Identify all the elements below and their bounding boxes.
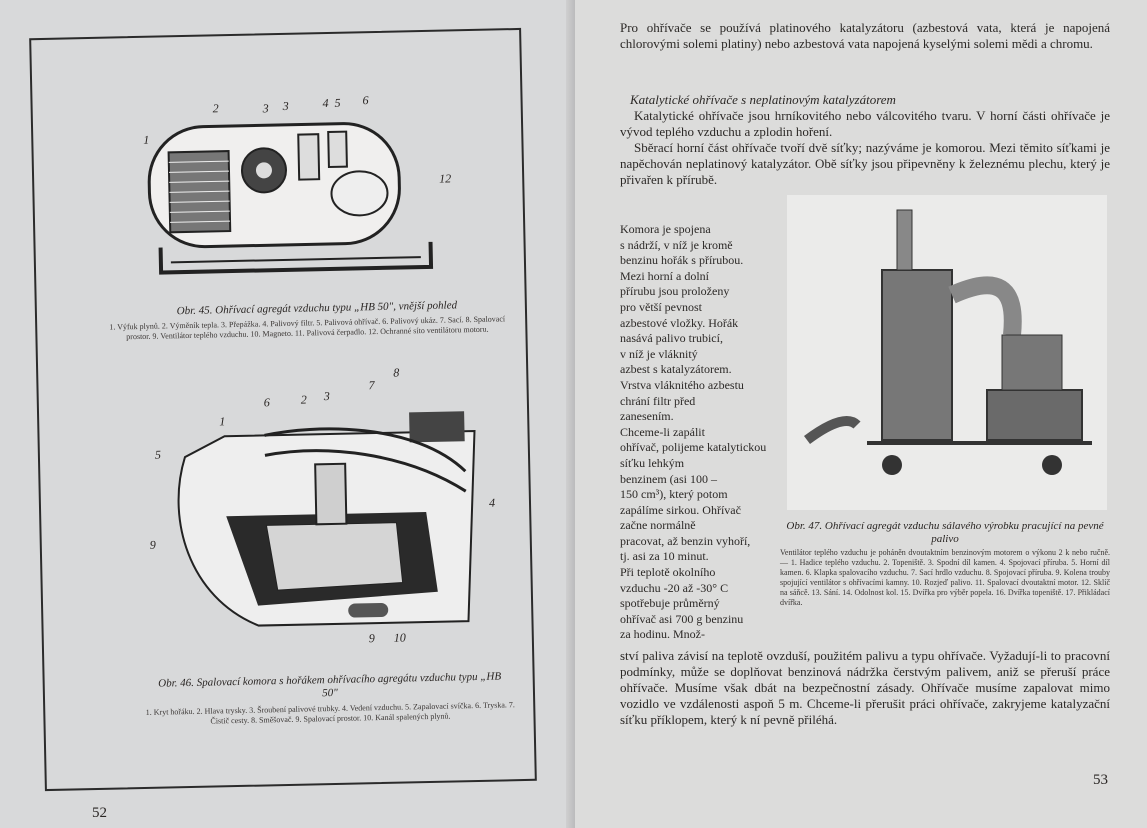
column-line: spotřebuje průměrný bbox=[620, 596, 720, 611]
column-line: zapálíme sirkou. Ohřívač bbox=[620, 502, 741, 517]
fig46-number: 5 bbox=[154, 447, 162, 462]
section-heading: Katalytické ohřívače s neplatinovým katalyzátorem bbox=[630, 92, 896, 107]
heater-unit-illustration bbox=[127, 91, 461, 288]
figure47-caption: Obr. 47. Ohřívací agregát vzduchu sálavého výrobku pracující na pevné palivo bbox=[786, 520, 1104, 545]
figure46-legend: 1. Kryt hořáku. 2. Hlava trysky. 3. Šroubení palivové trubky. 4. Vedení vzduchu. 5. Zapalovací svíčka. 6. Tryska. 7. Čistič cesty. 8. Směšovač. 9. Spalovací prostor. 10. Kanál spalených plynů. bbox=[145, 700, 515, 726]
column-line: tj. asi za 10 minut. bbox=[620, 549, 709, 564]
paragraph: Sběrací horní část ohřívače tvoří dvě síťky; nazýváme je komorou. Mezi těmito síťkami je napěchován neplatinový katalyzátor. Obě síťky jsou připevněny k železnému plechu, který je přivařen k přírubě. bbox=[620, 140, 1110, 187]
fig45-number: 12 bbox=[439, 171, 452, 186]
figure45-legend: 1. Výfuk plynů. 2. Výměník tepla. 3. Přepážka. 4. Palivový filtr. 5. Palivová ohřívač. 6. Palivový ukáz. 7. Sací. 8. Spalovací prostor. 9. Ventilátor teplého vzduchu. 10. Magneto. 11. Palivová čerpadlo. 12. Ochranné síto ventilátoru motoru. bbox=[109, 314, 506, 342]
fig46-number: 8 bbox=[393, 365, 400, 380]
fig46-number: 1 bbox=[219, 414, 226, 429]
paragraph: Katalytické ohřívače jsou hrníkovitého nebo válcovitého tvaru. V horní části ohřívače je vývod teplého vzduchu a zplodin hoření. bbox=[620, 108, 1110, 139]
column-line: azbestové vložky. Hořák bbox=[620, 315, 739, 330]
figure47-photo bbox=[787, 195, 1107, 510]
column-line: začne normálně bbox=[620, 518, 696, 533]
column-line: Chceme-li zapálit bbox=[620, 424, 705, 439]
column-line: v níž je vláknitý bbox=[620, 346, 698, 361]
page-number-left: 52 bbox=[92, 805, 107, 821]
column-line: síťku lehkým bbox=[620, 455, 685, 470]
column-line: s nádrží, v níž je kromě bbox=[620, 237, 733, 252]
fig46-number: 9 bbox=[149, 537, 156, 552]
column-line: vzduchu -20 až -30° C bbox=[620, 580, 729, 595]
fig46-number: 4 bbox=[488, 495, 496, 510]
fig46-number: 3 bbox=[323, 389, 330, 404]
column-line: azbest s katalyzátorem. bbox=[620, 362, 732, 377]
column-line: benzinem (asi 100 – bbox=[620, 471, 717, 486]
column-line: zanesením. bbox=[620, 409, 674, 424]
figure47-legend: Ventilátor teplého vzduchu je poháněn dvoutaktním benzinovým motorem o výkonu 2 k nebo ručně. — 1. Hadice teplého vzduchu. 2. Topeniště. 3. Spodní díl kamen. 4. Spojovací příruba. 5. Horní díl kamen. 6. Klapka spalovacího vzduchu. 7. Sací hrdlo vzduchu. 8. Spojovací příruba. 9. Kolena trouby spojující ventilátor s ohřívacími kamny. 10. Rozjeď palivo. 11. Spalovací dvoutaktní motor. 12. Sklíč na sáňcě. 13. Sání. 14. Odolnost kol. 15. Dvířka pro výběr popela. 16. Dvířka topeniště. 17. Přikládací dvířka. bbox=[780, 548, 1110, 607]
combustion-chamber-illustration bbox=[164, 391, 489, 638]
fig46-number: 7 bbox=[368, 378, 375, 393]
fig45-number: 3 bbox=[262, 101, 269, 116]
figure45-caption: Obr. 45. Ohřívací agregát vzduchu typu „HB 50", vnější pohled bbox=[176, 299, 458, 318]
column-line: přírubu jsou proloženy bbox=[620, 284, 730, 299]
page-number-right: 53 bbox=[1093, 772, 1108, 788]
column-line: Komora je spojena bbox=[620, 222, 711, 236]
fig45-number: 2 bbox=[212, 101, 219, 116]
fig45-number: 1 bbox=[143, 132, 150, 147]
column-line: nasává palivo trubicí, bbox=[620, 331, 723, 346]
fig45-number: 6 bbox=[362, 93, 369, 108]
column-line: pracovat, až benzin vyhoří, bbox=[620, 533, 751, 548]
tail-paragraph: ství paliva závisí na teplotě ovzduší, použitém palivu a typu ohřívače. Vyžadují-li to pracovní podmínky, může se doplňovat benzinová nádržka čerstvým palivem, aniž se přeruší práce ohřívače. Musíme však dbát na bezpečnostní zásady. Ohřívače musíme zapalovat mimo vozidlo ve vzdálenosti aspoň 5 m. Chceme-li přerušit práci ohřívače, zakryjeme katalyzační síťku příklopem, který k ní pevně přiléhá. bbox=[620, 648, 1110, 727]
column-line: pro větší pevnost bbox=[620, 299, 702, 314]
column-line: Při teplotě okolního bbox=[620, 565, 716, 580]
fig46-number: 2 bbox=[300, 392, 307, 407]
column-line: chrání filtr před bbox=[620, 393, 696, 408]
fig46-number: 6 bbox=[263, 395, 270, 410]
column-line: benzinu hořák s přírubou. bbox=[620, 253, 744, 268]
column-line: ohřívač asi 700 g benzinu bbox=[620, 611, 744, 626]
column-line: 150 cm³), který potom bbox=[620, 487, 728, 502]
column-line: Vrstva vláknitého azbestu bbox=[620, 377, 744, 392]
stove-heater-illustration bbox=[787, 195, 1107, 510]
right-page bbox=[575, 0, 1147, 828]
fig46-number: 10 bbox=[393, 630, 406, 645]
intro-paragraph: Pro ohřívače se používá platinového katalyzátoru (azbestová vata, která je napojená chlorovými solemi platiny) nebo azbestová vata napojená kyselými solemi mědi a chromu. bbox=[620, 20, 1110, 51]
column-line: za hodinu. Množ- bbox=[620, 627, 705, 642]
fig45-number: 4 bbox=[322, 95, 329, 111]
fig45-number: 5 bbox=[334, 95, 341, 110]
fig45-number: 3 bbox=[282, 98, 289, 113]
column-line: Mezi horní a dolní bbox=[620, 268, 709, 283]
figure-frame bbox=[29, 28, 537, 791]
column-line: ohřívač, polijeme katalytickou bbox=[620, 440, 767, 455]
figure46-caption: Obr. 46. Spalovací komora s hořákem ohřívacího agregátu vzduchu typu „HB 50" bbox=[158, 670, 502, 700]
column-text bbox=[620, 222, 770, 643]
fig46-number: 9 bbox=[368, 631, 375, 646]
